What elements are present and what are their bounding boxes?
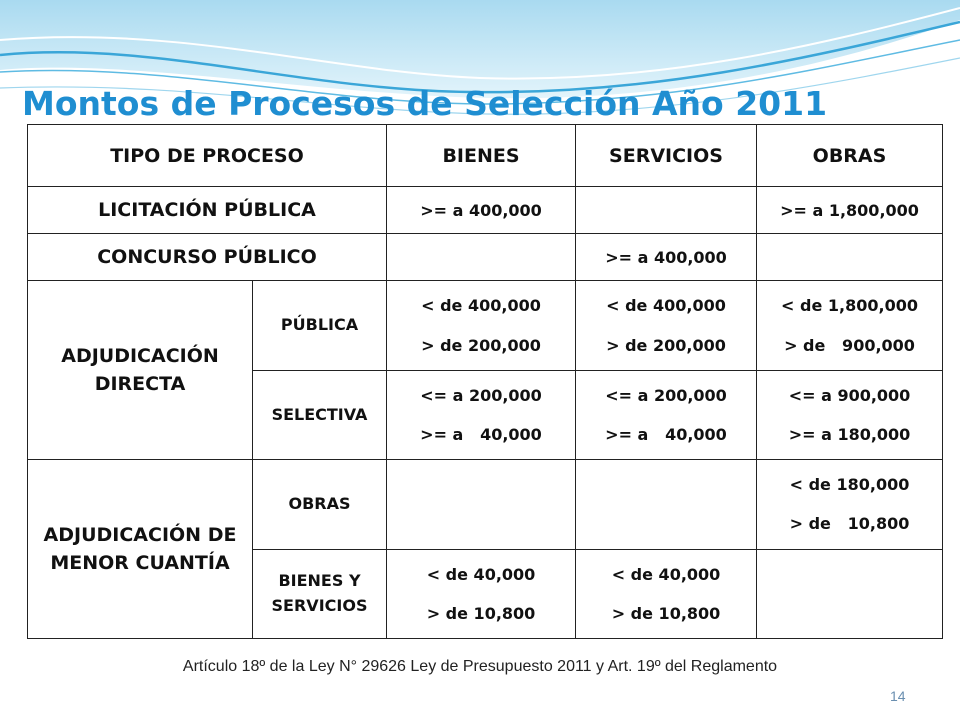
table-header-row xyxy=(28,125,943,187)
cell-licitacion-servicios xyxy=(576,187,757,234)
table-row-menor-obras xyxy=(28,460,943,549)
sub-label-bienes-servicios: BIENES Y SERVICIOS xyxy=(253,549,387,638)
value-line: > de 10,800 xyxy=(611,603,721,623)
cell-menor-bys-obras xyxy=(757,549,943,638)
value-line: >= a 40,000 xyxy=(420,424,542,444)
cell-licitacion-obras: >= a 1,800,000 xyxy=(757,187,943,234)
row-label-licitacion: LICITACIÓN PÚBLICA xyxy=(28,187,387,234)
cell-menor-obras-servicios xyxy=(576,460,757,549)
value-line: > de 200,000 xyxy=(606,335,726,355)
value-line: >= a 40,000 xyxy=(605,424,727,444)
procurement-thresholds-table xyxy=(27,124,943,639)
cell-licitacion-bienes: >= a 400,000 xyxy=(387,187,576,234)
row-label-concurso: CONCURSO PÚBLICO xyxy=(28,234,387,281)
value-line: <= a 900,000 xyxy=(788,385,911,405)
row-label-menor-cuantia: ADJUDICACIÓN DE MENOR CUANTÍA xyxy=(28,460,253,639)
header-tipo-proceso: TIPO DE PROCESO xyxy=(28,125,387,187)
value-line: > de 200,000 xyxy=(421,335,541,355)
sub-label-selectiva: SELECTIVA xyxy=(253,370,387,459)
cell-concurso-bienes xyxy=(387,234,576,281)
cell-selectiva-obras xyxy=(757,370,943,459)
cell-publica-bienes xyxy=(387,281,576,370)
header-servicios: SERVICIOS xyxy=(576,125,757,187)
value-line: > de 10,800 xyxy=(426,603,536,623)
header-obras: OBRAS xyxy=(757,125,943,187)
cell-menor-obras-bienes xyxy=(387,460,576,549)
value-line: >= a 180,000 xyxy=(788,424,911,444)
cell-selectiva-bienes xyxy=(387,370,576,459)
cell-concurso-servicios: >= a 400,000 xyxy=(576,234,757,281)
table-row-directa-publica xyxy=(28,281,943,370)
table-row-concurso xyxy=(28,234,943,281)
value-line: < de 400,000 xyxy=(421,296,541,316)
sub-label-publica: PÚBLICA xyxy=(253,281,387,370)
header-bienes: BIENES xyxy=(387,125,576,187)
page-title: Montos de Procesos de Selección Año 2011 xyxy=(22,84,828,123)
value-line: < de 400,000 xyxy=(606,296,726,316)
value-line: < de 40,000 xyxy=(611,564,721,584)
sub-label-obras: OBRAS xyxy=(253,460,387,549)
cell-publica-obras xyxy=(757,281,943,370)
page-number: 14 xyxy=(890,688,906,704)
value-line: < de 1,800,000 xyxy=(781,296,918,316)
table-row-licitacion xyxy=(28,187,943,234)
cell-concurso-obras xyxy=(757,234,943,281)
cell-publica-servicios xyxy=(576,281,757,370)
value-line: > de 10,800 xyxy=(789,514,910,534)
value-line: > de 900,000 xyxy=(784,335,915,355)
cell-menor-bys-servicios xyxy=(576,549,757,638)
value-line: <= a 200,000 xyxy=(605,385,727,405)
value-line: <= a 200,000 xyxy=(420,385,542,405)
row-label-adjudicacion-directa: ADJUDICACIÓN DIRECTA xyxy=(28,281,253,460)
value-line: < de 40,000 xyxy=(426,564,536,584)
cell-menor-obras-obras xyxy=(757,460,943,549)
cell-selectiva-servicios xyxy=(576,370,757,459)
value-line: < de 180,000 xyxy=(789,475,910,495)
footnote-legal-reference: Artículo 18º de la Ley N° 29626 Ley de Presupuesto 2011 y Art. 19º del Reglamento xyxy=(182,658,778,675)
cell-menor-bys-bienes xyxy=(387,549,576,638)
